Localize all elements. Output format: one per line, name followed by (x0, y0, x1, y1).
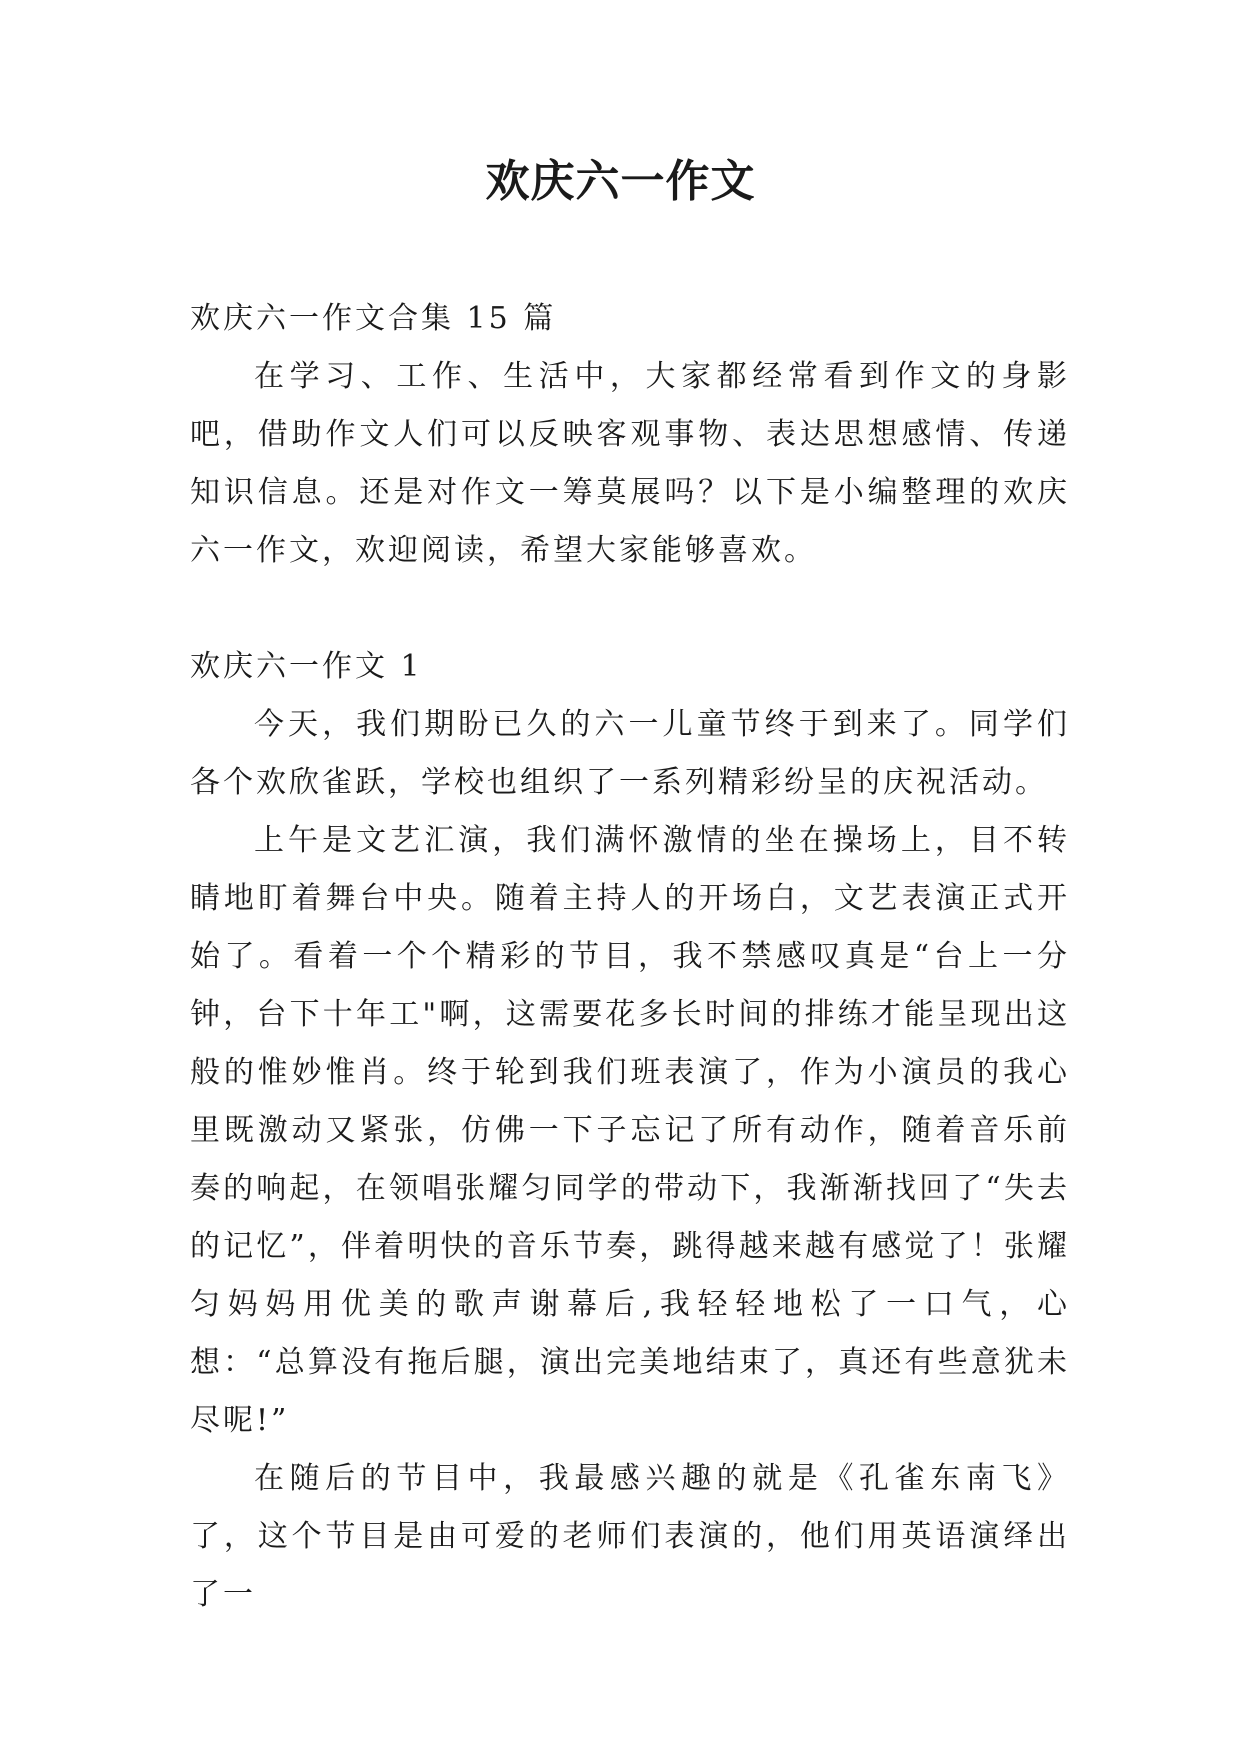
intro-paragraph: 在学习、工作、生活中，大家都经常看到作文的身影吧，借助作文人们可以反映客观事物、表达思想感情、传递知识信息。还是对作文一筹莫展吗？以下是小编整理的欢庆六一作文，欢迎阅读，希望大家能够喜欢。 (190, 359, 1070, 568)
essay-paragraph: 在随后的节目中，我最感兴趣的就是《孔雀东南飞》了，这个节目是由可爱的老师们表演的，他们用英语演绎出了一 (190, 1461, 1070, 1612)
essay-paragraph: 上午是文艺汇演，我们满怀激情的坐在操场上，目不转睛地盯着舞台中央。随着主持人的开场白，文艺表演正式开始了。看着一个个精彩的节目，我不禁感叹真是“台上一分钟，台下十年工"啊，这需要花多长时间的排练才能呈现出这般的惟妙惟肖。终于轮到我们班表演了，作为小演员的我心里既激动又紧张，仿佛一下子忘记了所有动作，随着音乐前奏的响起，在领唱张耀匀同学的带动下，我渐渐找回了“失去的记忆”，伴着明快的音乐节奏，跳得越来越有感觉了！张耀匀妈妈用优美的歌声谢幕后,我轻轻地松了一口气，心想：“总算没有拖后腿，演出完美地结束了，真还有些意犹未尽呢!” (190, 823, 1070, 1438)
collection-heading: 欢庆六一作文合集 15 篇 (190, 301, 557, 336)
document-body (190, 290, 1070, 1624)
essay-heading: 欢庆六一作文 1 (190, 649, 423, 684)
section-gap (190, 580, 1070, 638)
document-title: 欢庆六一作文 (485, 156, 756, 207)
essay-paragraph: 今天，我们期盼已久的六一儿童节终于到来了。同学们各个欢欣雀跃，学校也组织了一系列精彩纷呈的庆祝活动。 (190, 707, 1070, 800)
